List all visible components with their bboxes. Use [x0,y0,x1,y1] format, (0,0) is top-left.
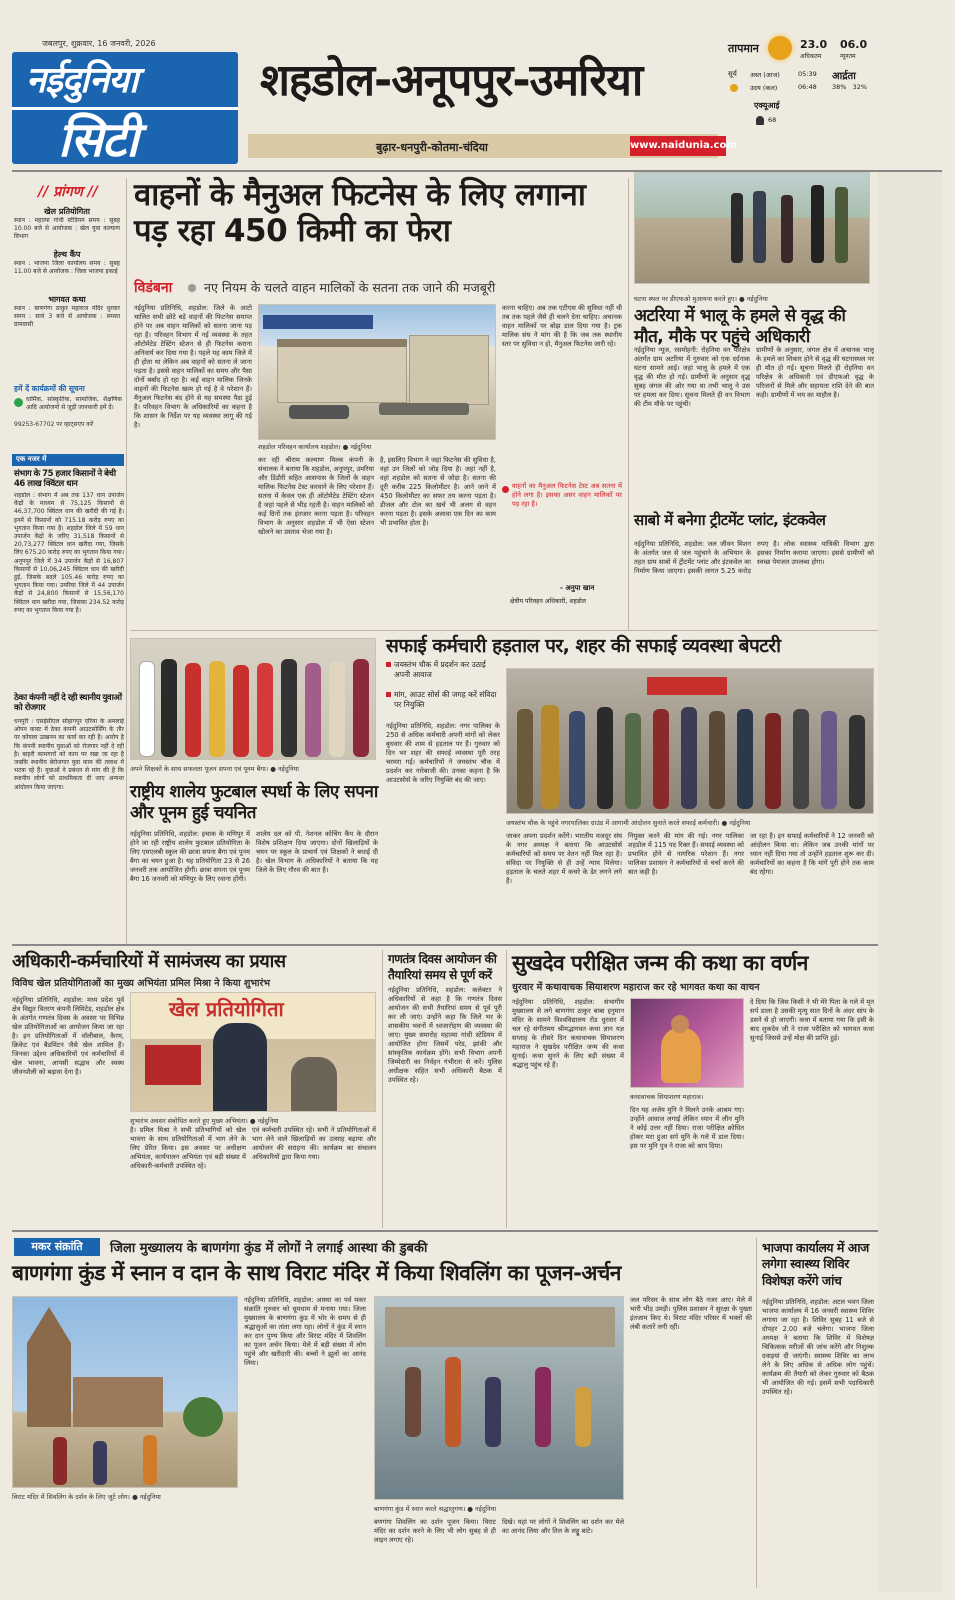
logo-line2: सिटी [58,112,138,164]
bear-body-2: ग्रामीणों के अनुसार, जंगल क्षेत्र में अचानक भालू के हमले का शिकार होने से वृद्ध की घटनास्थल पर ही मौत हो गई। सूचना मिलते ही रोहनिया वन परिक्षेत्र के अधिकारी एवं डीएफओ वृद्ध के परिजनों से मिले और सहायता राशि देने की बात कही। ग्रामीणों में भय का माहौल है। [756,346,874,399]
sweepers-body-3: नियुक्त करने की मांग की गई। नगर पालिका शहडोल में 115 पद रिक्त हैं। सफाई व्यवस्था को प्रभावित होने से नागरिक परेशान हैं। नगर पालिका प्रशासन ने कर्मचारियों से चर्चा करने की बात कही है। [628,832,744,876]
event-text: स्थान : बाणगंगा ठाकुर महाराज मंदिर धुरवार समय : सायं 3 बजे से आयोजक : समस्त ग्रामवासी [14,305,120,328]
prangan-label: // प्रांगण // [38,184,98,200]
max-temp: 23.0 [800,38,828,51]
lead-photo-caption: शहडोल परिवहन कार्यालय शहडोल। ● नईदुनिया [258,443,372,451]
sun-icon [768,36,792,60]
nz1-title: संभाग के 75 हजार किसानों ने बेची 46 लाख क्विंटल धान [14,469,116,489]
whatsapp-icon [14,398,23,407]
aqi-label: एक्यूआई [754,101,780,110]
sukhdev-subhead: धुरवार में कथावाचक सियाशरण महाराज कर रहे भागवत कथा का वाचन [512,982,760,993]
humidity-values: 38% 32% [832,83,868,91]
weather-box [728,36,940,132]
sukhdev-photo [630,998,744,1088]
sub-places: बुढ़ार-धनपुरी-कोतमा-चंदिया [376,141,488,154]
bear-body-1: नईदुनिया न्यूज, रसमोहनी: रोहनिया वन परिक्षेत्र अंतर्गत ग्राम अटरिया में गुरुवार को एक दर्दनाक घटना सामने आई। जहां भालू के हमले में एक वृद्ध की मौत हो गई। ग्रामीणों के अनुसार वृद्ध सुबह जंगल की ओर गया था तभी भालू ने उस पर हमला कर दिया। सूचना मिलते ही वन विभाग की टीम मौके पर पहुंची। [634,346,750,408]
lead-subhead: नए नियम के चलते वाहन मालिकों के सतना तक जाने की मजबूरी [204,280,496,295]
banganga-tag: मकर संक्रांति [14,1238,100,1256]
banganga-body-4: दिखे। यहां पर लोगों ने शिवलिंग का दर्शन कर मेले का आनंद लिया और तिल के लड्डू बांटे। [502,1518,624,1535]
event-title: भागवत कथा [48,295,86,304]
banganga-headline: बाणगंगा कुंड में स्नान व दान के साथ विराट मंदिर में किया शिवलिंग का पूजन-अर्चन [12,1261,621,1285]
football-body-2: शालेय दल को पी. नेशनल कोचिंग कैंप के दौरान विशेष प्रशिक्षण दिया जाएगा। दोनों खिलाड़ियों के चयन पर स्कूल के प्राचार्य एवं शिक्षकों ने बधाई दी है। खेल विभाग के अधिकारियों ने बताया कि यह जिले के लिए गौरव की बात है। [256,830,378,874]
banganga-strap: जिला मुख्यालय के बाणगंगा कुंड में लोगों ने लगाई आस्था की डुबकी [110,1241,428,1256]
sukhdev-body-1: नईदुनिया प्रतिनिधि, शहडोल: संभागीय मुख्यालय से लगे बाणगंगा ठाकुर बाबा हनुमान मंदिर के सामने विश्वविद्यालय रोड धुरवार में चल रहे संगीतमय श्रीमद्भागवत कथा ज्ञान यज्ञ सप्ताह के तीसरे दिन कथावाचक सियाशरण महाराज ने सुखदेव परीक्षित जन्म की कथा सुनाई। कथा सुनने के लिए बड़ी संख्या में श्रद्धालु पहुंच रहे हैं। [512,998,624,1069]
event-text: स्थान : महात्मा गांधी स्टेडियम समय : सुबह 10.00 बजे से आयोजक : खेल युवा कल्याण विभाग [14,217,120,240]
sweepers-body-4: जा रहा है। इन सफाई कर्मचारियों ने 12 जनवरी को आंदोलन किया था। लेकिन जब उनकी मांगों पर ध्यान नहीं दिया गया तो उन्होंने हड़ताल शुरू कर दी। कर्मचारियों का कहना है कि मांगें पूरी होने तक काम बंद रहेगा। [750,832,874,876]
rise-time: 06:48 [798,83,817,91]
sukhdev-headline: सुखदेव परीक्षित जन्म की कथा का वर्णन [512,951,808,975]
football-photo-caption: अपने शिक्षकों के साथ सफलता पूजन सपना एवं पूनम बैगा। ● नईदुनिया [130,765,299,773]
max-label: अधिकतम [800,53,822,60]
sweepers-headline: सफाई कर्मचारी हड़ताल पर, शहर की सफाई व्यवस्था बेपटरी [386,635,781,657]
lead-bullet: वाहनों का मैनुअल फिटनेस टेस्ट अब सतना में होने लगा है। इसका असर वाहन मालिकों पर पड़ रहा है। [512,482,622,508]
nz1-body: शहडोल : संभाग में अब तक 137 धान उपार्जन केंद्रों के माध्यम से 75,125 किसानों से 46,37,700 क्विंटल धान की खरीदी की गई है। इनमें से किसानों को 715.18 करोड़ रुपए का भुगतान किया गया है। शहडोल जिले में 59 धान उपार्जन केंद्रों के जरिए 31,518 किसानों से 20,73,277 क्विंटल धान खरीदा गया, जिसके लिए 675.20 करोड़ रुपए का भुगतान किया गया। अनूपपुर जिले में 34 उपार्जन केंद्रों से 16,807 किसानों से 10,06,245 क्विंटल धान की खरीदी हुई, जिसके बदले 105.46 करोड़ रुपए का भुगतान किया गया। उमरिया जिले में 44 उपार्जन केंद्रों से 24,800 किसानों से 15,56,170 क्विंटल धान खरीदा गया, जिसका 234.52 करोड़ रुपए का भुगतान किया गया है। [14,492,124,614]
sukhdev-body-3: दे दिया कि जिस किसी ने भी मेरे पिता के गले में मृत सर्प डाला है उसकी मृत्यु सात दिनों के अंदर सांप के डसने से हो जाएगी। कथा में बताया गया कि इसी के बाद शुकदेव जी ने राजा परीक्षित को भागवत कथा सुनाई जिससे उन्हें मोक्ष की प्राप्ति हुई। [750,998,874,1042]
lead-body-1: नईदुनिया प्रतिनिधि, शहडोल: जिले के आटो चालित सभी छोटे बड़े वाहनों की फिटनेस समाप्त होने पर अब वाहन मालिकों को सतना जाना पड़ रहा है। परिवहन विभाग में नई व्यवस्था के तहत ऑटोमेटेड टेस्टिंग स्टेशन से ही फिटनेस कराना अनिवार्य कर दिया गया है। पहले यह काम जिले में ही होता था लेकिन अब वाहनों को सतना ले जाना पड़ता है। इससे वाहन मालिकों का समय और पैसा दोनों बर्बाद हो रहा है। कई वाहन मालिक जिनके वाहनों की फिटनेस खत्म हो गई है वे परेशान हैं। मैनुअल फिटनेस बंद होने से यह समस्या पैदा हुई है। परिवहन विभाग के अधिकारियों का कहना है कि शासन के निर्देश पर यह व्यवस्था लागू की गई है। [134,304,252,429]
banganga-photo-2 [374,1296,624,1500]
sukhdev-photo-caption: कथावाचक सियाशरण महाराज। [630,1093,704,1101]
football-body-1: नईदुनिया प्रतिनिधि, शहडोल: इचाक के मणिपुर में होने जा रही राष्ट्रीय शालेय फुटबाल प्रतियोगिता के लिए एमएलबी स्कूल की छात्रा सपना बैगा एवं पूनम बैगा का चयन हुआ है। यह प्रतियोगिता 23 से 26 जनवरी तक आयोजित होगी। छात्रा सपना एवं पूनम बैगा 16 जनवरी को मणिपुर के लिए रवाना होंगी। [130,830,250,883]
sweepers-body-1: नईदुनिया प्रतिनिधि, शहडोल: नगर पालिका के 250 से अधिक कर्मचारी अपनी मांगों को लेकर बुधवार की शाम से हड़ताल पर हैं। गुरुवार को दिन भर शहर की सफाई व्यवस्था पूरी तरह चरमरा गई। कर्मचारियों ने जयस्तंभ चौक में प्रदर्शन कर नारेबाजी की। उनका कहना है कि आउटसोर्स के जरिए नियुक्ति बंद की जाए। [386,722,500,784]
lead-quote-by: - अनुपा खान [560,584,595,592]
banganga-body-2: जल परिसर के साथ लोग बैठे नजर आए। मेले में भारी भीड़ उमड़ी। पुलिस प्रशासन ने सुरक्षा के पुख्ता इंतजाम किए थे। विराट मंदिर परिसर में भक्तों की लंबी कतारें लगी रहीं। [630,1296,752,1331]
min-temp: 06.0 [840,38,868,51]
officers-body-2: है। प्रमिल मिश्रा ने सभी प्रतिभागियों को खेल भावना के साथ प्रतियोगिताओं में भाग लेने के लिए प्रेरित किया। इस अवसर पर अधीक्षण अभियंता, कार्यपालन अभियंता एवं बड़ी संख्या में अधिकारी-कर्मचारी उपस्थित रहे। [130,1126,246,1170]
sabo-body: नईदुनिया प्रतिनिधि, शहडोल: जल जीवन मिशन के अंतर्गत जल से जल पहुंचाने के अभियान के तहत ग्राम साबो में ट्रीटमेंट प्लांट और इंटकवेल का निर्माण किया जाएगा। इसकी लागत 5.25 करोड़ रुपए है। लोक स्वास्थ्य यांत्रिकी विभाग द्वारा इसका निर्माण कराया जाएगा। इससे ग्रामीणों को स्वच्छ पेयजल उपलब्ध होगा। [634,540,874,575]
event-text: स्थान : भाजपा जिला कार्यालय समय : सुबह 11.00 बजे से आयोजक : जिला भाजपा इकाई [14,260,120,275]
football-photo [130,638,376,760]
officers-body-1: नईदुनिया प्रतिनिधि, शहडोल: मध्य प्रदेश पूर्व क्षेत्र विद्युत वितरण कंपनी लिमिटेड, शहडोल क्षेत्र के अंतर्गत गणतंत्र दिवस के अवसर पर विभिन्न खेल प्रतियोगिताओं का आयोजन किया जा रहा है। इन प्रतियोगिताओं में वॉलीबाल, कैरम, क्रिकेट एवं बैडमिंटन जैसे खेल शामिल हैं। जिनका उद्देश्य अधिकारियों एवं कर्मचारियों में खेल भावना, आपसी सद्भाव और स्वस्थ जीवनशैली को बढ़ावा देना है। [12,996,124,1076]
republic-headline: गणतंत्र दिवस आयोजन की तैयारियां समय से पूर्ण करें [388,952,497,982]
sweepers-body-2: जाकर अपना प्रदर्शन करेंगे। भारतीय मजदूर संघ के नगर अध्यक्ष ने बताया कि आउटसोर्स कर्मचारियों को समय पर वेतन नहीं मिल रहा है। संविदा पर नियुक्ति से ही उन्हें न्याय मिलेगा। हड़ताल के चलते शहर में कचरे के ढेर लगने लगे हैं। [506,832,622,885]
officers-body-3: एवं कर्मचारी उपस्थित रहे। सभी ने प्रतियोगिताओं में भाग लेने वाले खिलाड़ियों का उत्साह बढ़ाया और आयोजन की सराहना की। कार्यक्रम का संचालन अधिकारियों द्वारा किया गया। [252,1126,376,1161]
humidity-label: आर्द्रता [832,71,856,82]
person-icon [756,116,764,125]
lead-body-2: कर रही श्रीराम कल्याण मिल्क कंपनी के संचालक ने बताया कि शहडोल, अनूपपुर, उमरिया और डिंडौरी सहित आसपास के जिलों के वाहन मालिक फिटनेस टेस्ट करवाने के लिए परेशान हैं। सतना में केवल एक ही ऑटोमेटेड टेस्टिंग स्टेशन है जहां पहले से भीड़ रहती है। वाहन मालिकों को कई दिनों तक इंतजार करना पड़ता है। परिवहन विभाग के अनुसार शहडोल में भी ऐसा स्टेशन खोलने का प्रस्ताव भेजा गया है। [258,456,374,536]
bullet-icon [502,486,509,493]
ek-nazar-label: एक नजर में [16,455,47,463]
officers-subhead: विविध खेल प्रतियोगिताओं का मुख्य अभियंता प्रमिल मिश्रा ने किया शुभारंभ [12,978,271,989]
aqi-value: 68 [768,116,777,124]
sweepers-bullet-1: जयस्तंभ चौक में प्रदर्शन कर उठाई अपनी आवाज [394,660,486,679]
banganga-body-3: बणगंगा शिवलिंग का दर्शन पूजन किया। विराट मंदिर का दर्शन करने के लिए भी लोग सुबह से ही लाइन लगाए रहे। [374,1518,496,1544]
sweepers-photo-caption: जयस्तंभ चौक के पहुंचे नगरपालिका ग्राउंड में आगामी आंदोलन सुनाते करते सफाई कर्मचारी। ● नईदुनिया [506,819,751,827]
logo [12,52,238,164]
banganga-photo-1-caption: विराट मंदिर में शिवलिंग के दर्शन के लिए जुटे लोग। ● नईदुनिया [12,1493,161,1501]
banganga-photo-1 [12,1296,238,1488]
officers-photo [130,992,376,1112]
event-title: हेल्थ कैंप [53,250,81,259]
nz2-body: धनपुरी : एसईसीएल सोहागपुर एरिया के अमलाई ओपन कास्ट में ठेका कंपनी आउटसोर्सिंग के तौर पर कोयला उत्खनन का कार्य कर रही है। आरोप है कि कंपनी स्थानीय युवाओं को रोजगार नहीं दे रही है। बाहरी कामगारों को काम पर रखा जा रहा है जबकि स्थानीय बेरोजगार युवा काम की तलाश में भटक रहे हैं। युवाओं ने प्रबंधन से मांग की है कि स्थानीय लोगों को प्राथमिकता दी जाए अन्यथा आंदोलन किया जाएगा। [14,718,124,791]
football-headline: राष्ट्रीय शालेय फुटबाल स्पर्धा के लिए सपना और पूनम हुई चयनित [130,782,378,824]
bear-headline: अटरिया में भालू के हमले से वृद्ध की मौत, मौके पर पहुंचे अधिकारी [634,306,846,347]
kicker-dot-icon [188,284,196,292]
sabo-headline: साबो में बनेगा ट्रीटमेंट प्लांट, इंटकवेल [634,511,826,529]
lead-body-4: करना चाहिए। अब तक एटीएस की सुविधा नहीं थी तब तक पहले जैसे ही चलने देना चाहिए। अचानक वाहन मालिकों पर बोझ डाल दिया गया है। ट्रक मालिक संघ ने मांग की है कि जब तक स्थानीय स्तर पर सुविधा न हो, मैनुअल फिटनेस जारी रहे। [502,304,622,348]
republic-body: नईदुनिया प्रतिनिधि, शहडोल: कलेक्टर ने अधिकारियों से कहा है कि गणतंत्र दिवस आयोजन की सभी तैयारियां समय से पूर्व पूरी कर ली जाएं। उन्होंने कहा कि जिले भर के शासकीय भवनों में ध्वजारोहण की व्यवस्था की जाए। मुख्य समारोह महात्मा गांधी स्टेडियम में आयोजित होगा जिसमें परेड, झांकी और सांस्कृतिक कार्यक्रम होंगे। सभी विभाग अपनी जिम्मेदारी का निर्वहन गंभीरता से करें। पुलिस अधीक्षक सहित सभी अधिकारी बैठक में उपस्थित रहे। [388,986,502,1084]
sweepers-bullet-icon [386,692,391,697]
banganga-body-1: नईदुनिया प्रतिनिधि, शहडोल: आस्था का पर्व मकर संक्रांति गुरुवार को धूमधाम से मनाया गया। जिला मुख्यालय के बाणगंगा कुंड में भोर के समय से ही श्रद्धालुओं का तांता लगा रहा। लोगों ने कुंड में स्नान कर दान पुण्य किया और विराट मंदिर में शिवलिंग का पूजन अर्चन किया। मेले में बड़ी संख्या में लोग पहुंचे और खरीदारी की। बच्चों ने झूलों का आनंद लिया। [244,1296,366,1367]
sweepers-photo [506,668,874,814]
officers-banner: खेल प्रतियोगिता [169,997,284,1021]
min-label: न्यूनतम [840,53,856,60]
banganga-photo-2-caption: बाणगंगा कुंड में स्नान करते श्रद्धालुगण। ● नईदुनिया [374,1505,497,1513]
notice-text: धार्मिक, सांस्कृतिक, सामाजिक, शैक्षणिक आदि आयोजनों से जुड़ी जानकारी हमें दें। [26,396,122,411]
lead-quote-role: क्षेत्रीय परिवहन अधिकारी, शहडोल [510,598,586,605]
event-title: खेल प्रतियोगिता [44,207,90,216]
sun-small-icon [730,84,738,92]
edition-title: शहडोल-अनूपपुर-उमरिया [260,55,643,106]
officers-headline: अधिकारी-कर्मचारियों में सामंजस्य का प्रयास [12,951,286,972]
logo-line1: नईदुनिया [26,60,138,101]
bear-photo-caption: घटना स्थल पर डीएफओ मुआयना करते हुए। ● नईदुनिया [634,295,768,303]
temp-label: तापमान [728,42,759,55]
set-time: 05:39 [798,70,817,78]
nz2-title: ठेका कंपनी नहीं दे रही स्थानीय युवाओं को रोजगार [14,693,122,713]
lead-kicker: विडंबना [134,280,173,296]
sweepers-bullet-2: मांग, आउट सोर्स की जगह करें संविदा पर नियुक्ति [394,690,497,709]
lead-headline: वाहनों के मैनुअल फिटनेस के लिए लगाना पड़ रहा 450 किमी का फेरा [134,177,586,249]
margin-strip [878,172,942,1592]
dateline: जबलपुर, शुक्रवार, 16 जनवरी, 2026 [42,39,156,48]
events-list [14,206,120,347]
rise-label: उदय (कल) [750,84,778,92]
sweepers-bullet-icon [386,662,391,667]
officers-photo-caption: शुभारंभ अवसर संबोधित करते हुए मुख्य अभियंता। ● नईदुनिया [130,1117,279,1125]
notice-phone: 99253-67702 पर व्हाट्सएप करें [14,421,94,428]
bjp-body: नईदुनिया प्रतिनिधि, शहडोल: अटल भवन जिला भाजपा कार्यालय में 16 जनवरी स्वास्थ्य शिविर लगाया जा रहा है। शिविर सुबह 11 बजे से दोपहर 2.00 बजे चलेगा। भाजपा जिला अध्यक्ष ने बताया कि शिविर में विशेषज्ञ चिकित्सक मरीजों की जांच करेंगे और निशुल्क दवाइयां दी जाएंगी। स्वास्थ्य शिविर का लाभ लेने के लिए अधिक से अधिक लोग पहुंचें। कार्यक्रम की तैयारी को लेकर गुरुवार को बैठक भी आयोजित की गई। इसमें सभी पदाधिकारी उपस्थित रहे। [762,1298,874,1396]
bjp-headline: भाजपा कार्यालय में आज लगेगा स्वास्थ्य शिविर विशेषज्ञ करेंगे जांच [762,1240,869,1288]
set-label: अस्त (आज) [750,71,780,79]
sun-label: सूर्य [728,70,737,78]
bear-photo [634,172,870,284]
lead-body-3: है, इसलिए विभाग ने जहां फिटनेस की सुविधा है, वहां उन जिलों को जोड़ दिया है। जहां नहीं है, वहां शहडोल को सतना से जोड़ा है। सतना की दूरी करीब 225 किलोमीटर है। आने जाने में 450 किलोमीटर का सफर तय करना पड़ता है। डीजल और टोल का खर्च भी अलग से वहन करना पड़ता है। इसके अलावा एक दिन का काम भी प्रभावित होता है। [380,456,496,527]
lead-photo [258,304,496,440]
notice-title: हमें दें कार्यक्रमों की सूचना [14,384,85,393]
website-badge[interactable]: www.naidunia.com [630,136,726,156]
sukhdev-body-2: दिन यह अजेय मुनि ने मिलने उनके आश्रम गए। उन्होंने आवाज लगाई लेकिन ध्यान में लीन मुनि ने कोई उत्तर नहीं दिया। राजा परीक्षित क्रोधित होकर मरा हुआ सर्प मुनि के गले में डाल दिया। इस पर मुनि पुत्र ने राजा को श्राप दिया। [630,1106,744,1150]
